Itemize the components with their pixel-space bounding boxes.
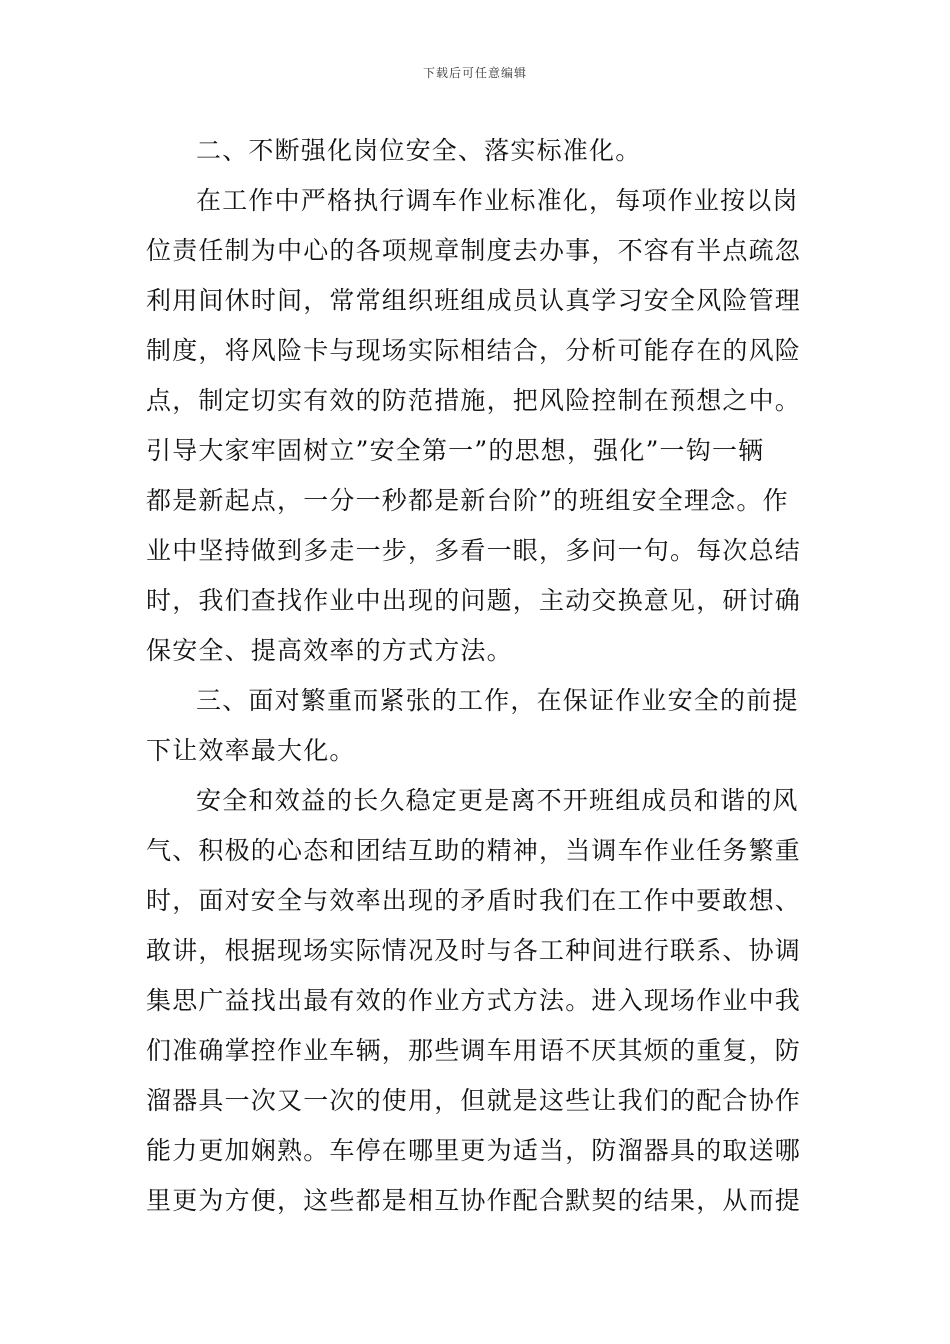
paragraph-line: 能力更加娴熟。车停在哪里更为适当，防溜器具的取送哪 xyxy=(146,1136,802,1165)
paragraph-line: 们准确掌控作业车辆，那些调车用语不厌其烦的重复，防 xyxy=(146,1036,802,1065)
paragraph-line: 安全和效益的长久稳定更是离不开班组成员和谐的风 xyxy=(196,786,799,815)
header-note: 下载后可任意编辑 xyxy=(422,66,527,80)
paragraph-line: 保安全、提高效率的方式方法。 xyxy=(146,636,513,665)
paragraph-line: 溜器具一次又一次的使用，但就是这些让我们的配合协作 xyxy=(146,1086,802,1115)
paragraph-line: 时，面对安全与效率出现的矛盾时我们在工作中要敢想、 xyxy=(146,886,802,915)
paragraph-line: 位责任制为中心的各项规章制度去办事，不容有半点疏忽 xyxy=(146,236,802,265)
paragraph-line: 业中坚持做到多走一步，多看一眼，多问一句。每次总结 xyxy=(146,536,802,565)
paragraph-line: 敢讲，根据现场实际情况及时与各工种间进行联系、协调 xyxy=(146,936,802,965)
section-heading-3: 三、面对繁重而紧张的工作，在保证作业安全的前提 xyxy=(196,686,799,715)
section-heading-2: 二、不断强化岗位安全、落实标准化。 xyxy=(196,136,642,165)
paragraph-line: 在工作中严格执行调车作业标准化，每项作业按以岗 xyxy=(196,186,799,215)
paragraph-line: 都是新起点，一分一秒都是新台阶”的班组安全理念。作 xyxy=(146,486,789,515)
paragraph-line: 气、积极的心态和团结互助的精神，当调车作业任务繁重 xyxy=(146,836,802,865)
paragraph-line: 集思广益找出最有效的作业方式方法。进入现场作业中我 xyxy=(146,986,802,1015)
paragraph-line: 引导大家牢固树立”安全第一”的思想，强化”一钩一辆 xyxy=(146,436,765,465)
paragraph-line: 时，我们查找作业中出现的问题，主动交换意见，研讨确 xyxy=(146,586,802,615)
section-heading-3-cont: 下让效率最大化。 xyxy=(146,736,356,765)
paragraph-line: 里更为方便，这些都是相互协作配合默契的结果，从而提 xyxy=(146,1186,802,1215)
paragraph-line: 利用间休时间，常常组织班组成员认真学习安全风险管理 xyxy=(146,286,802,315)
paragraph-line: 点，制定切实有效的防范措施，把风险控制在预想之中。 xyxy=(146,386,802,415)
paragraph-line: 制度，将风险卡与现场实际相结合，分析可能存在的风险 xyxy=(146,336,802,365)
